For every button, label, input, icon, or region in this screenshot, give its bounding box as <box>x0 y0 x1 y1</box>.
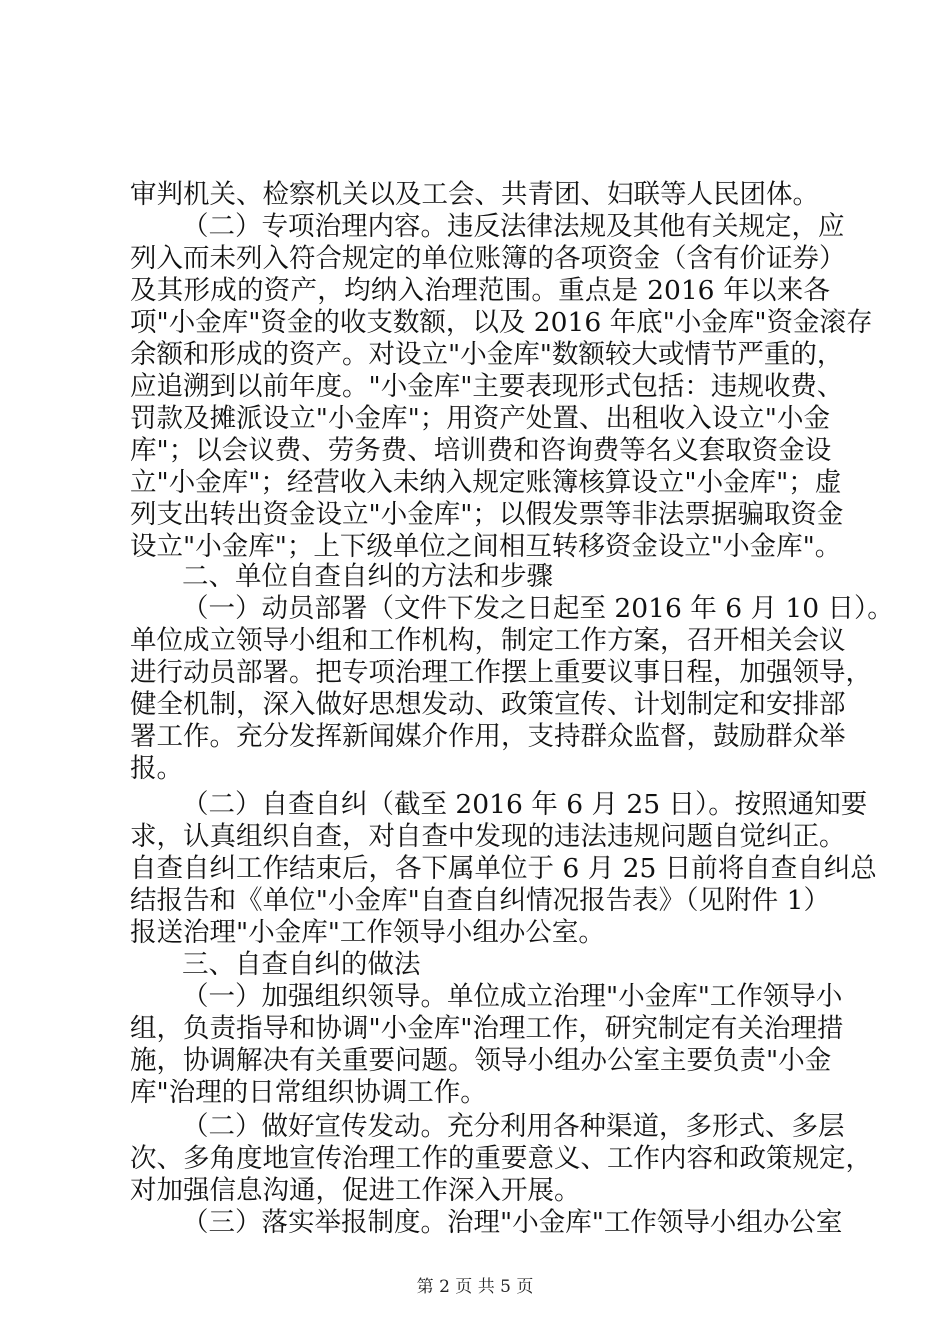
paragraph-line: （二）专项治理内容。违反法律法规及其他有关规定，应 <box>182 211 845 242</box>
paragraph-line: 健全机制，深入做好思想发动、政策宣传、计划制定和安排部 <box>130 689 846 720</box>
page-number-footer: 第 2 页 共 5 页 <box>416 1277 534 1297</box>
paragraph-line: （二）自查自纠（截至 2016 年 6 月 25 日）。按照通知要 <box>182 789 868 820</box>
paragraph-line: 次、多角度地宣传治理工作的重要意义、工作内容和政策规定， <box>130 1143 872 1174</box>
paragraph-line: （一）动员部署（文件下发之日起至 2016 年 6 月 10 日）。 <box>182 593 894 624</box>
paragraph-line: 项"小金库"资金的收支数额，以及 2016 年底"小金库"资金滚存 <box>130 307 873 338</box>
paragraph-line: （一）加强组织领导。单位成立治理"小金库"工作领导小 <box>182 981 843 1012</box>
paragraph-line: 余额和形成的资产。对设立"小金库"数额较大或情节严重的， <box>130 339 844 370</box>
paragraph-line: 施，协调解决有关重要问题。领导小组办公室主要负责"小金 <box>130 1045 832 1076</box>
section-heading: 三、自查自纠的做法 <box>182 949 421 980</box>
paragraph-line: 列支出转出资金设立"小金库"；以假发票等非法票据骗取资金 <box>130 499 844 530</box>
text-line: 审判机关、检察机关以及工会、共青团、妇联等人民团体。 <box>130 179 819 210</box>
paragraph-line: 库"治理的日常组织协调工作。 <box>130 1077 487 1108</box>
paragraph-line: 库"；以会议费、劳务费、培训费和咨询费等名义套取资金设 <box>130 435 832 466</box>
paragraph-line: 设立"小金库"；上下级单位之间相互转移资金设立"小金库"。 <box>130 531 842 562</box>
paragraph-line: 报送治理"小金库"工作领导小组办公室。 <box>130 917 605 948</box>
section-heading: 二、单位自查自纠的方法和步骤 <box>182 561 553 592</box>
paragraph-line: 署工作。充分发挥新闻媒介作用，支持群众监督，鼓励群众举 <box>130 721 846 752</box>
paragraph-line: 对加强信息沟通，促进工作深入开展。 <box>130 1175 581 1206</box>
paragraph-line: 应追溯到以前年度。"小金库"主要表现形式包括：违规收费、 <box>130 371 844 402</box>
paragraph-line: 报。 <box>130 753 183 784</box>
paragraph-line: 自查自纠工作结束后，各下属单位于 6 月 25 日前将自查自纠总 <box>130 853 877 884</box>
paragraph-line: 列入而未列入符合规定的单位账簿的各项资金（含有价证券） <box>130 243 846 274</box>
paragraph-line: 单位成立领导小组和工作机构，制定工作方案，召开相关会议 <box>130 625 846 656</box>
paragraph-line: 进行动员部署。把专项治理工作摆上重要议事日程，加强领导， <box>130 657 872 688</box>
paragraph-line: 求，认真组织自查，对自查中发现的违法违规问题自觉纠正。 <box>130 821 846 852</box>
paragraph-line: 及其形成的资产，均纳入治理范围。重点是 2016 年以来各 <box>130 275 830 306</box>
paragraph-line: 结报告和《单位"小金库"自查自纠情况报告表》（见附件 1） <box>130 885 830 916</box>
paragraph-line: 罚款及摊派设立"小金库"；用资产处置、出租收入设立"小金 <box>130 403 830 434</box>
paragraph-line: 组，负责指导和协调"小金库"治理工作，研究制定有关治理措 <box>130 1013 844 1044</box>
paragraph-line: （三）落实举报制度。治理"小金库"工作领导小组办公室 <box>182 1207 843 1238</box>
paragraph-line: （二）做好宣传发动。充分利用各种渠道，多形式、多层 <box>182 1111 845 1142</box>
paragraph-line: 立"小金库"；经营收入未纳入规定账簿核算设立"小金库"；虚 <box>130 467 842 498</box>
